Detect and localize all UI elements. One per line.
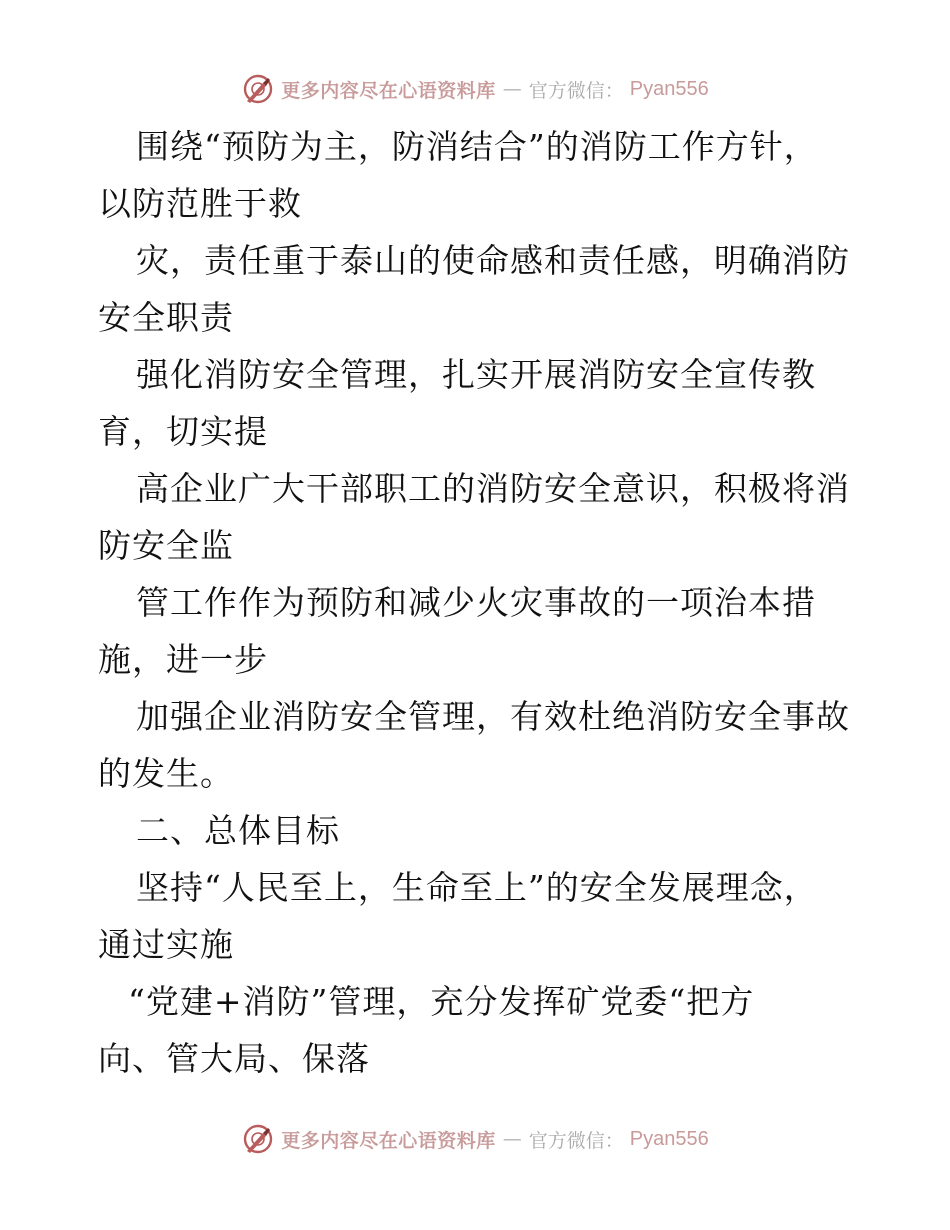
watermark-text: 更多内容尽在心语资料库 — [281, 1129, 496, 1152]
text-line: 向、管大局、保落 — [98, 1039, 370, 1078]
text-line: 通过实施 — [98, 925, 234, 964]
text-line: 高企业广大干部职工的消防安全意识，积极将消 — [136, 469, 850, 508]
pen-logo-icon — [241, 72, 275, 106]
text-line: 以防范胜于救 — [98, 184, 302, 223]
watermark-wechat-id: Pyan556 — [629, 77, 709, 100]
text-line: 育，切实提 — [98, 412, 268, 451]
text-line: 加强企业消防安全管理，有效杜绝消防安全事故 — [136, 697, 850, 736]
document-body — [98, 118, 868, 1087]
watermark-contact-label: 官方微信： — [528, 79, 624, 102]
text-line: 围绕“预防为主，防消结合”的消防工作方针， — [136, 127, 818, 166]
text-line: 强化消防安全管理，扎实开展消防安全宣传教 — [136, 355, 816, 394]
header-watermark — [0, 72, 950, 106]
watermark-dash: — — [502, 1128, 522, 1150]
text-line: “党建+消防”管理，充分发挥矿党委“把方 — [128, 982, 755, 1021]
watermark-text: 更多内容尽在心语资料库 — [281, 79, 496, 102]
pen-logo-icon — [241, 1122, 275, 1156]
text-line: 管工作作为预防和减少火灾事故的一项治本措 — [136, 583, 816, 622]
watermark-contact-label: 官方微信： — [528, 1129, 624, 1152]
text-line: 安全职责 — [98, 298, 234, 337]
text-line: 的发生。 — [98, 754, 234, 793]
footer-watermark — [0, 1122, 950, 1156]
watermark-dash: — — [502, 78, 522, 100]
text-line: 防安全监 — [98, 526, 234, 565]
text-line: 施，进一步 — [98, 640, 268, 679]
text-line: 坚持“人民至上，生命至上”的安全发展理念， — [136, 868, 818, 907]
text-line: 灾，责任重于泰山的使命感和责任感，明确消防 — [136, 241, 850, 280]
watermark-wechat-id: Pyan556 — [629, 1127, 709, 1150]
section-heading: 二、总体目标 — [136, 811, 340, 850]
